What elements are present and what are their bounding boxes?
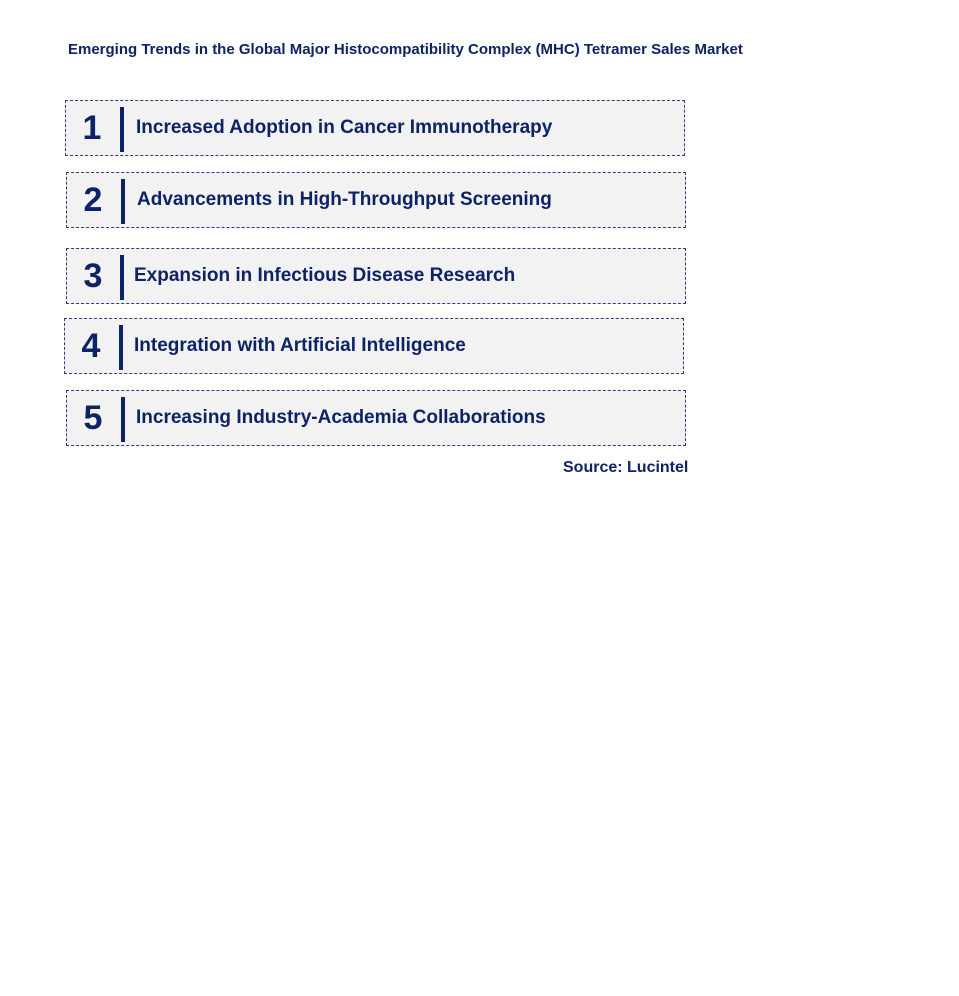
trend-divider [120, 255, 124, 300]
trend-divider [120, 107, 124, 152]
trend-item-5 [66, 390, 686, 446]
trend-label: Integration with Artificial Intelligence [134, 335, 466, 356]
trend-divider [121, 397, 125, 442]
trend-label: Advancements in High-Throughput Screening [137, 189, 552, 210]
trend-number: 1 [82, 108, 102, 147]
trend-number: 5 [83, 398, 103, 437]
trend-number: 3 [83, 256, 103, 295]
trend-number: 4 [81, 326, 101, 365]
trend-divider [121, 179, 125, 224]
trend-item-4 [64, 318, 684, 374]
source-note: Source: Lucintel [563, 459, 689, 476]
trend-label: Expansion in Infectious Disease Research [134, 265, 516, 286]
trend-divider [119, 325, 123, 370]
trend-item-2 [66, 172, 686, 228]
trend-label: Increasing Industry-Academia Collaborations [136, 407, 546, 428]
trend-number: 2 [83, 180, 103, 219]
chart-title: Emerging Trends in the Global Major Histocompatibility Complex (MHC) Tetramer Sales Market [68, 41, 743, 58]
trend-item-3 [66, 248, 686, 304]
trend-item-1 [65, 100, 685, 156]
trend-label: Increased Adoption in Cancer Immunotherapy [136, 117, 553, 138]
